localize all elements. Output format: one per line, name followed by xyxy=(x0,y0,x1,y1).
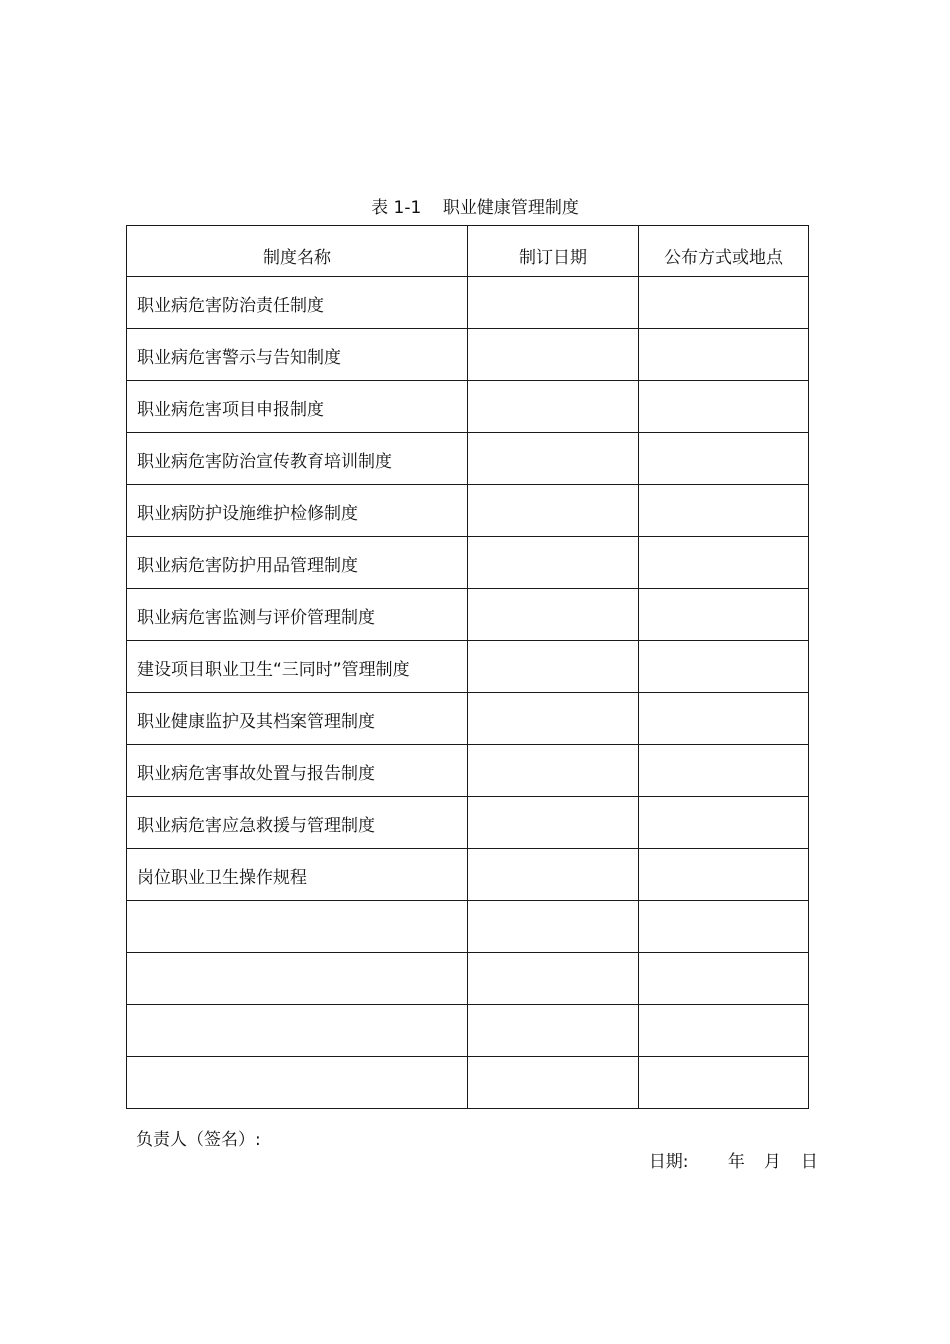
regulations-table xyxy=(126,225,809,1109)
publish-method-cell[interactable] xyxy=(639,1057,809,1109)
date-cell[interactable] xyxy=(468,537,639,589)
table-row xyxy=(127,485,809,537)
publish-method-cell[interactable] xyxy=(639,329,809,381)
table-row xyxy=(127,329,809,381)
regulation-name-cell: 职业健康监护及其档案管理制度 xyxy=(127,693,468,745)
header-date: 制订日期 xyxy=(468,226,639,277)
table-row xyxy=(127,849,809,901)
publish-method-cell[interactable] xyxy=(639,641,809,693)
table-row xyxy=(127,277,809,329)
year-label: 年 xyxy=(727,1152,745,1172)
table-row xyxy=(127,381,809,433)
date-cell[interactable] xyxy=(468,641,639,693)
regulation-name-cell xyxy=(127,1057,468,1109)
regulation-name-cell: 建设项目职业卫生“三同时”管理制度 xyxy=(127,641,468,693)
date-cell[interactable] xyxy=(468,953,639,1005)
regulation-name-cell xyxy=(127,1005,468,1057)
header-regulation-name: 制度名称 xyxy=(127,226,468,277)
table-row xyxy=(127,589,809,641)
publish-method-cell[interactable] xyxy=(639,901,809,953)
regulation-name-cell xyxy=(127,953,468,1005)
table-row xyxy=(127,433,809,485)
table-row xyxy=(127,693,809,745)
header-publish-method: 公布方式或地点 xyxy=(639,226,809,277)
date-cell[interactable] xyxy=(468,693,639,745)
publish-method-cell[interactable] xyxy=(639,1005,809,1057)
publish-method-cell[interactable] xyxy=(639,537,809,589)
publish-method-cell[interactable] xyxy=(639,589,809,641)
publish-method-cell[interactable] xyxy=(639,277,809,329)
date-cell[interactable] xyxy=(468,1057,639,1109)
publish-method-cell[interactable] xyxy=(639,953,809,1005)
date-cell[interactable] xyxy=(468,485,639,537)
regulation-name-cell: 职业病危害应急救援与管理制度 xyxy=(127,797,468,849)
regulation-name-cell xyxy=(127,901,468,953)
month-label: 月 xyxy=(763,1152,781,1172)
table-row xyxy=(127,745,809,797)
day-label: 日 xyxy=(800,1152,818,1172)
regulation-name-cell: 岗位职业卫生操作规程 xyxy=(127,849,468,901)
publish-method-cell[interactable] xyxy=(639,485,809,537)
publish-method-cell[interactable] xyxy=(639,433,809,485)
table-row xyxy=(127,901,809,953)
date-cell[interactable] xyxy=(468,745,639,797)
table-caption: 表 1-1 职业健康管理制度 xyxy=(371,198,579,218)
signer-label: 负责人（签名）: xyxy=(136,1130,261,1150)
regulation-name-cell: 职业病危害防治宣传教育培训制度 xyxy=(127,433,468,485)
regulation-name-cell: 职业病危害事故处置与报告制度 xyxy=(127,745,468,797)
date-cell[interactable] xyxy=(468,277,639,329)
table-row xyxy=(127,1005,809,1057)
regulation-name-cell: 职业病危害防治责任制度 xyxy=(127,277,468,329)
date-cell[interactable] xyxy=(468,1005,639,1057)
table-row xyxy=(127,641,809,693)
regulation-name-cell: 职业病防护设施维护检修制度 xyxy=(127,485,468,537)
date-cell[interactable] xyxy=(468,901,639,953)
regulation-name-cell: 职业病危害警示与告知制度 xyxy=(127,329,468,381)
date-cell[interactable] xyxy=(468,797,639,849)
publish-method-cell[interactable] xyxy=(639,693,809,745)
publish-method-cell[interactable] xyxy=(639,849,809,901)
table-row xyxy=(127,537,809,589)
date-cell[interactable] xyxy=(468,589,639,641)
table-header-row xyxy=(127,226,809,277)
date-line xyxy=(638,1129,818,1173)
publish-method-cell[interactable] xyxy=(639,797,809,849)
regulation-name-cell: 职业病危害监测与评价管理制度 xyxy=(127,589,468,641)
date-cell[interactable] xyxy=(468,849,639,901)
regulation-name-cell: 职业病危害防护用品管理制度 xyxy=(127,537,468,589)
date-cell[interactable] xyxy=(468,381,639,433)
publish-method-cell[interactable] xyxy=(639,381,809,433)
table-row xyxy=(127,797,809,849)
date-label: 日期: xyxy=(648,1152,689,1172)
table-row xyxy=(127,953,809,1005)
publish-method-cell[interactable] xyxy=(639,745,809,797)
date-cell[interactable] xyxy=(468,329,639,381)
date-cell[interactable] xyxy=(468,433,639,485)
regulation-name-cell: 职业病危害项目申报制度 xyxy=(127,381,468,433)
table-row xyxy=(127,1057,809,1109)
